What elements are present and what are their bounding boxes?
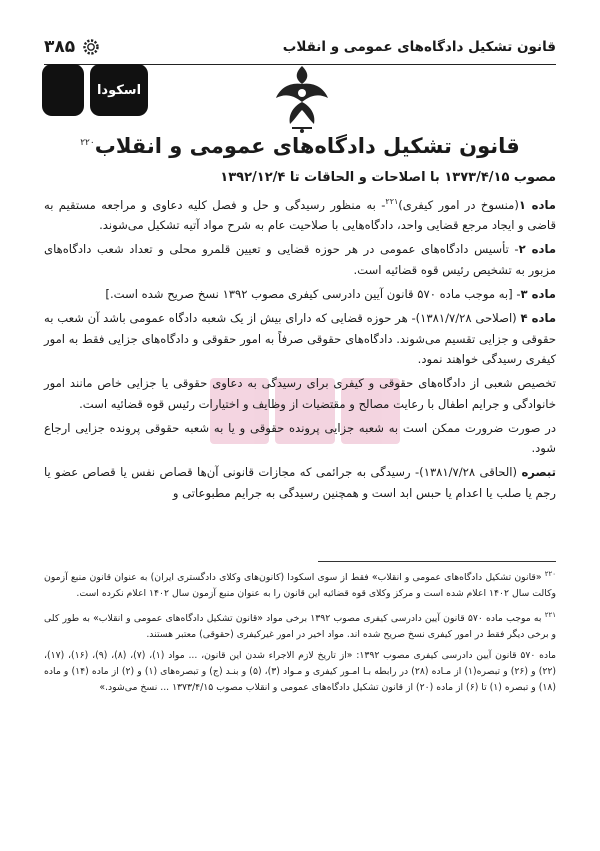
article-4: [44, 308, 556, 369]
footnote-ref: ۲۲۱: [385, 197, 399, 206]
footnote-text: به موجب ماده ۵۷۰ قانون آیین دادرسی کیفری مصوب ۱۳۹۲ برخی مواد «قانون تشکیل دادگاه‌های عمومی و انقلاب» به طور کلی و برخی دیگر فقط در امور کیفری نسخ صریح شده اند. مواد اخیر در امور غیرکیفری (حقوقی) معتبر هستند.: [44, 613, 556, 641]
section-tab: [42, 64, 148, 116]
running-header: [44, 34, 556, 65]
note-paragraph: [44, 462, 556, 503]
gear-ornament-icon: [81, 37, 101, 57]
article-label: ماده ۳: [520, 287, 556, 302]
body-text: [44, 192, 556, 507]
document-subtitle: مصوب ۱۳۷۳/۴/۱۵ با اصلاحات و الحاقات تا ۱۳۹۲/۱۲/۴: [220, 170, 556, 185]
article-label: ماده ۱: [518, 197, 556, 212]
running-title: قانون تشکیل دادگاه‌های عمومی و انقلاب: [282, 39, 556, 55]
footnote: [44, 607, 556, 643]
footnote-number: ۲۲۱: [544, 611, 556, 620]
tab-label: اسکودا: [90, 64, 148, 116]
article-label: ماده ۲: [518, 242, 556, 257]
article-2: [44, 239, 556, 280]
footnote-number: ۲۲۰: [544, 570, 556, 578]
title-footnote-ref: ۲۲۰: [80, 138, 95, 148]
footnotes: [44, 566, 556, 701]
article-text: - به منظور رسیدگی و حل و فصل کلیه دعاوی و مراجعه مستقیم به قاضی و ایجاد مرجع قضایی واحد، دادگاه‌هایی با صلاحیت عام به شرح مواد آتیه تشکیل می‌شوند.: [44, 197, 556, 233]
article-qualifier: (منسوخ در امور کیفری): [398, 197, 519, 212]
article-text: - تأسیس دادگاه‌های عمومی در هر حوزه قضایی و تعیین قلمرو محلی و تعداد شعب دادگاه‌های مزبور به تشخیص رئیس قوه قضائیه است.: [44, 242, 556, 277]
article-text: (اصلاحی ۱۳۸۱/۷/۲۸)- هر حوزه قضایی که دارای بیش از یک شعبه دادگاه عمومی باشد آن شعب به حقوقی و جزایی تقسیم می‌شوند. دادگاه‌های حقوقی صرفاً به امور حقوقی و دادگاه‌های جزایی فقط به امور کیفری رسیدگی خواهند نمود.: [44, 311, 556, 366]
document-title-text: قانون تشکیل دادگاه‌های عمومی و انقلاب: [94, 134, 520, 158]
ornament-icon: [270, 62, 334, 134]
article-label: ماده ۴: [520, 311, 556, 326]
article-text: - [به موجب ماده ۵۷۰ قانون آیین دادرسی کیفری مصوب ۱۳۹۲ نسخ صریح شده است.]: [105, 287, 521, 302]
page-number-group: [44, 37, 101, 57]
note-label: تبصره: [521, 465, 557, 480]
article-3: [44, 284, 556, 304]
tab-blank-block: [42, 64, 84, 116]
document-title: [44, 134, 556, 158]
paragraph: در صورت ضرورت ممکن است به شعبه جزایی پرونده حقوقی و یا به شعبه حقوقی پرونده جزایی ارجاع شود.: [44, 420, 556, 456]
footnote: [44, 566, 556, 602]
footnote: [44, 648, 556, 696]
footnote-separator: [318, 561, 556, 562]
paragraph: تخصیص شعبی از دادگاه‌های حقوقی و کیفری برای رسیدگی به دعاوی حقوقی یا جزایی خاص مانند امور خانوادگی و جرایم اطفال با رعایت مصالح و مقتضیات از وظایف و اختیارات رئیس قوه قضائیه است.: [44, 376, 556, 411]
page-number: ۳۸۵: [44, 37, 76, 57]
footnote-text: ماده ۵۷۰ قانون آیین دادرسی کیفری مصوب ۱۳۹۲: «از تاریخ لازم الاجراء شدن این قانون، ... مواد (۱)، (۷)، (۸)، (۹)، (۱۶)، (۱۷)، (۲۲) و (۲۶) و تبصره(۱) از مـاده (۲۸) در رابطه بـا امـور کیفری و مـواد (۳)، (۵) و بنـد (ج) و تبصره‌های (۱) و (۲) از ماده (۱۴) و ماده (۱۸) و تبصره (۱) تا (۶) از ماده (۲۰) از قانون تشکیل دادگاه‌های عمومی و انقلاب مصوب ۱۳۷۳/۴/۱۵ ... نسخ می‌شود.»: [44, 650, 556, 694]
footnote-text: «قانون تشکیل دادگاه‌های عمومی و انقلاب» فقط از سوی اسکودا (کانون‌های وکلای دادگستری ایران) به عنوان قانون منبع آزمون وکالت سال ۱۴۰۲ اعلام شده است و مرکز وکلای قوه قضائیه این قانون را به عنوان منبع آزمون سال ۱۴۰۲ اعلام نکرده است.: [44, 572, 556, 600]
note-text: (الحاقی ۱۳۸۱/۷/۲۸)- رسیدگی به جرائمی که مجازات قانونی آن‌ها قصاص نفس یا قصاص عضو یا رجم یا صلب یا اعدام یا حبس ابد است و همچنین رسیدگی به جرایم مطبوعاتی و: [44, 465, 556, 500]
article-1: [44, 192, 556, 235]
